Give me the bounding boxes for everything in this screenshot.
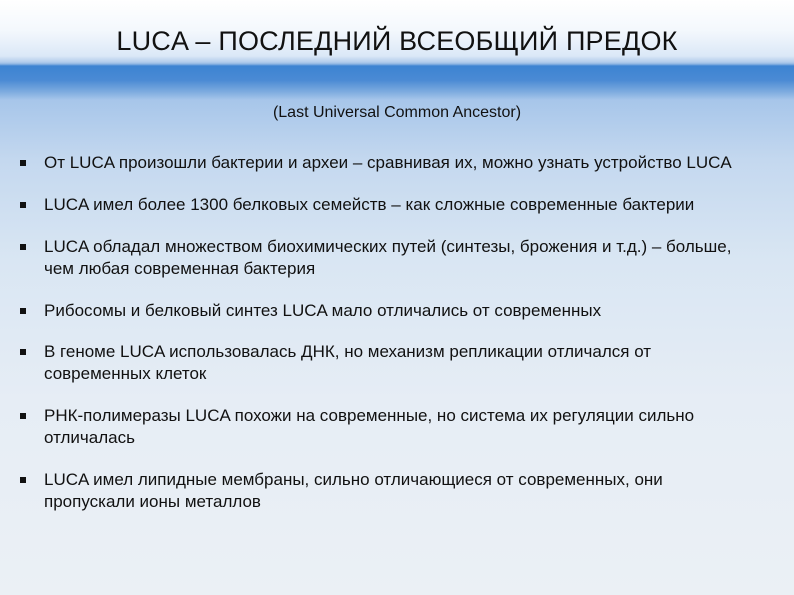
bullet-text: От LUCA произошли бактерии и археи – сравнивая их, можно узнать устройство LUCA [44, 153, 732, 172]
slide-title: LUCA – ПОСЛЕДНИЙ ВСЕОБЩИЙ ПРЕДОК [116, 26, 678, 56]
bullet-item [20, 300, 750, 322]
bullet-text: РНК-полимеразы LUCA похожи на современные, но система их регуляции сильно отличалась [44, 406, 695, 447]
bullet-text: Рибосомы и белковый синтез LUCA мало отличались от современных [44, 301, 602, 320]
bullet-item [20, 236, 750, 280]
square-bullet-icon [20, 413, 26, 419]
bullet-list [20, 152, 750, 533]
square-bullet-icon [20, 244, 26, 250]
bullet-item [20, 469, 750, 513]
bullet-text: LUCA обладал множеством биохимических путей (синтезы, брожения и т.д.) – больше, чем любая современная бактерия [44, 237, 732, 278]
slide-subtitle: (Last Universal Common Ancestor) [272, 104, 522, 121]
bullet-item [20, 341, 750, 385]
bullet-item [20, 152, 750, 174]
square-bullet-icon [20, 160, 26, 166]
bullet-text: LUCA имел липидные мембраны, сильно отличающиеся от современных, они пропускали ионы металлов [44, 470, 663, 511]
bullet-text: В геноме LUCA использовалась ДНК, но механизм репликации отличался от современных клеток [44, 342, 652, 383]
bullet-text: LUCA имел более 1300 белковых семейств – как сложные современные бактерии [44, 195, 695, 214]
square-bullet-icon [20, 349, 26, 355]
square-bullet-icon [20, 308, 26, 314]
square-bullet-icon [20, 202, 26, 208]
bullet-item [20, 194, 750, 216]
square-bullet-icon [20, 477, 26, 483]
bullet-item [20, 405, 750, 449]
